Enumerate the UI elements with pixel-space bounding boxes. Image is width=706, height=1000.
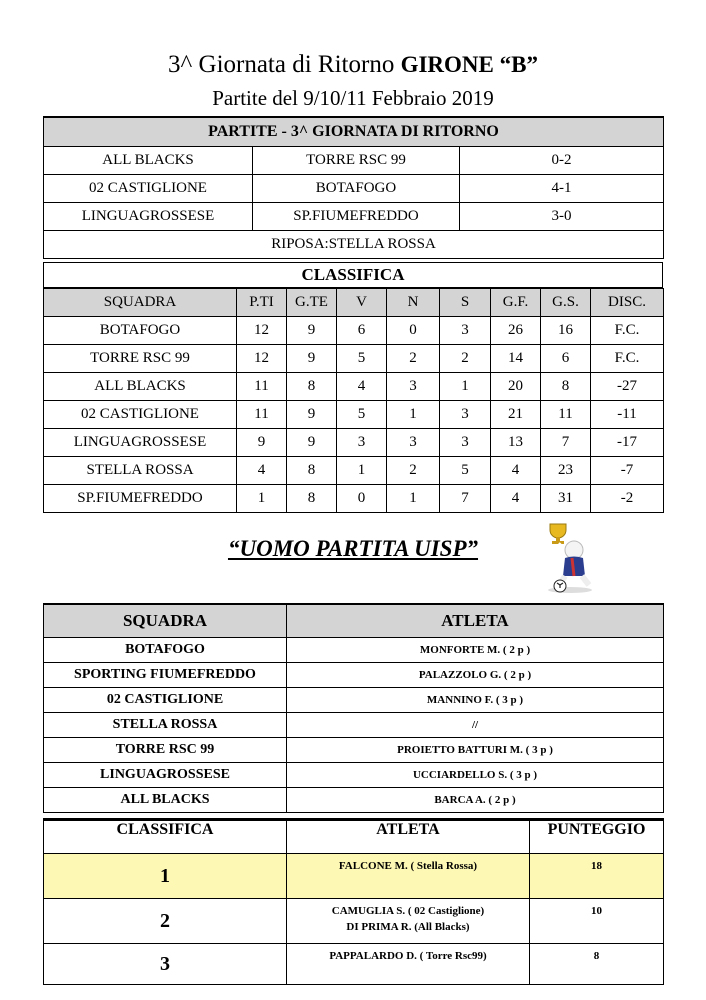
stat-cell: 31	[541, 485, 591, 513]
award-row	[44, 713, 664, 738]
stat-cell: 14	[491, 345, 541, 373]
col-header: ATLETA	[287, 604, 664, 638]
col-header: SQUADRA	[44, 604, 287, 638]
stat-cell: 0	[337, 485, 387, 513]
award-athlete: UCCIARDELLO S. ( 3 p )	[287, 763, 664, 788]
award-athlete: MANNINO F. ( 3 p )	[287, 688, 664, 713]
ranking-row	[44, 854, 664, 899]
stat-cell: 9	[287, 401, 337, 429]
stat-cell: 8	[287, 457, 337, 485]
award-row	[44, 763, 664, 788]
page-subtitle: Partite del 9/10/11 Febbraio 2019	[212, 86, 494, 110]
stat-cell: 2	[440, 345, 491, 373]
award-row	[44, 788, 664, 813]
stat-cell: 8	[287, 485, 337, 513]
stat-cell: 4	[491, 485, 541, 513]
stat-cell: 0	[387, 317, 440, 345]
rest-team: RIPOSA:STELLA ROSSA	[44, 231, 664, 259]
stat-cell: 12	[237, 345, 287, 373]
match-row	[44, 147, 664, 175]
match-home: LINGUAGROSSESE	[44, 203, 253, 231]
award-row	[44, 688, 664, 713]
stat-cell: 1	[237, 485, 287, 513]
stat-cell: 2	[387, 345, 440, 373]
stat-cell: 7	[440, 485, 491, 513]
stat-cell: 2	[387, 457, 440, 485]
award-title: “UOMO PARTITA UISP”	[227, 536, 479, 561]
ranking-row	[44, 944, 664, 985]
standings-row	[44, 457, 664, 485]
stat-cell: -27	[591, 373, 664, 401]
stat-cell: 9	[287, 317, 337, 345]
award-athlete: MONFORTE M. ( 2 p )	[287, 638, 664, 663]
stat-cell: 3	[337, 429, 387, 457]
col-header: CLASSIFICA	[44, 820, 287, 854]
stat-cell: 1	[387, 401, 440, 429]
rank-athlete: CAMUGLIA S. ( 02 Castiglione)	[331, 905, 485, 917]
standings-heading: CLASSIFICA	[43, 262, 663, 288]
stat-cell: 23	[541, 457, 591, 485]
stat-cell: 4	[237, 457, 287, 485]
award-row	[44, 663, 664, 688]
ranking-row	[44, 899, 664, 944]
stat-cell: 9	[287, 429, 337, 457]
award-row	[44, 638, 664, 663]
rank-position: 3	[44, 944, 287, 985]
stat-cell: 11	[237, 373, 287, 401]
rank-athletes	[287, 854, 530, 899]
award-team: STELLA ROSSA	[44, 713, 287, 738]
stat-cell: -7	[591, 457, 664, 485]
stat-cell: F.C.	[591, 345, 664, 373]
rank-athletes	[287, 899, 530, 944]
matches-table	[43, 116, 664, 259]
stat-cell: 3	[387, 373, 440, 401]
matches-heading: PARTITE - 3^ GIORNATA DI RITORNO	[44, 117, 664, 147]
team-name: BOTAFOGO	[44, 317, 237, 345]
stat-cell: 1	[387, 485, 440, 513]
standings-row	[44, 429, 664, 457]
match-away: BOTAFOGO	[253, 175, 460, 203]
award-team: SPORTING FIUMEFREDDO	[44, 663, 287, 688]
award-team: ALL BLACKS	[44, 788, 287, 813]
match-score: 4-1	[460, 175, 664, 203]
match-away: TORRE RSC 99	[253, 147, 460, 175]
col-header: G.S.	[541, 289, 591, 317]
standings-row	[44, 401, 664, 429]
stat-cell: 5	[337, 345, 387, 373]
stat-cell: 6	[541, 345, 591, 373]
match-home: ALL BLACKS	[44, 147, 253, 175]
col-header: V	[337, 289, 387, 317]
standings-row	[44, 373, 664, 401]
page-title	[0, 50, 706, 80]
stat-cell: 3	[440, 317, 491, 345]
rank-points: 10	[530, 899, 664, 944]
award-athlete: PROIETTO BATTURI M. ( 3 p )	[287, 738, 664, 763]
stat-cell: 9	[237, 429, 287, 457]
col-header: DISC.	[591, 289, 664, 317]
stat-cell: 16	[541, 317, 591, 345]
rank-position: 2	[44, 899, 287, 944]
award-header-row	[44, 604, 664, 638]
standings-table	[43, 288, 664, 513]
stat-cell: 6	[337, 317, 387, 345]
rank-points: 8	[530, 944, 664, 985]
stat-cell: 26	[491, 317, 541, 345]
standings-header-row	[44, 289, 664, 317]
stat-cell: 11	[541, 401, 591, 429]
team-name: ALL BLACKS	[44, 373, 237, 401]
award-team: BOTAFOGO	[44, 638, 287, 663]
stat-cell: 1	[337, 457, 387, 485]
stat-cell: F.C.	[591, 317, 664, 345]
team-name: SP.FIUMEFREDDO	[44, 485, 237, 513]
match-score: 0-2	[460, 147, 664, 175]
col-header: N	[387, 289, 440, 317]
rank-athlete: PAPPALARDO D. ( Torre Rsc99)	[329, 950, 487, 962]
stat-cell: 9	[287, 345, 337, 373]
award-team: TORRE RSC 99	[44, 738, 287, 763]
trophy-mascot-icon	[532, 520, 607, 595]
rank-points: 18	[530, 854, 664, 899]
stat-cell: 20	[491, 373, 541, 401]
stat-cell: 1	[440, 373, 491, 401]
stat-cell: 7	[541, 429, 591, 457]
col-header: SQUADRA	[44, 289, 237, 317]
standings-row	[44, 345, 664, 373]
award-table	[43, 603, 664, 813]
award-athlete: PALAZZOLO G. ( 2 p )	[287, 663, 664, 688]
rank-athlete: FALCONE M. ( Stella Rossa)	[338, 860, 478, 872]
team-name: 02 CASTIGLIONE	[44, 401, 237, 429]
match-row	[44, 203, 664, 231]
match-away: SP.FIUMEFREDDO	[253, 203, 460, 231]
award-athlete: //	[287, 713, 664, 738]
stat-cell: -17	[591, 429, 664, 457]
standings-row	[44, 485, 664, 513]
col-header: S	[440, 289, 491, 317]
team-name: LINGUAGROSSESE	[44, 429, 237, 457]
stat-cell: 3	[440, 401, 491, 429]
col-header: G.F.	[491, 289, 541, 317]
award-team: 02 CASTIGLIONE	[44, 688, 287, 713]
rank-athlete: DI PRIMA R. (All Blacks)	[346, 921, 470, 933]
match-row	[44, 175, 664, 203]
award-team: LINGUAGROSSESE	[44, 763, 287, 788]
award-athlete: BARCA A. ( 2 p )	[287, 788, 664, 813]
stat-cell: -11	[591, 401, 664, 429]
stat-cell: 3	[440, 429, 491, 457]
team-name: TORRE RSC 99	[44, 345, 237, 373]
rank-athletes	[287, 944, 530, 985]
match-home: 02 CASTIGLIONE	[44, 175, 253, 203]
stat-cell: 21	[491, 401, 541, 429]
team-name: STELLA ROSSA	[44, 457, 237, 485]
stat-cell: 5	[440, 457, 491, 485]
stat-cell: 8	[541, 373, 591, 401]
stat-cell: 4	[337, 373, 387, 401]
stat-cell: 12	[237, 317, 287, 345]
award-row	[44, 738, 664, 763]
col-header: P.TI	[237, 289, 287, 317]
stat-cell: -2	[591, 485, 664, 513]
ranking-table	[43, 818, 664, 985]
stat-cell: 4	[491, 457, 541, 485]
title-prefix: 3^ Giornata di Ritorno	[168, 51, 395, 78]
stat-cell: 3	[387, 429, 440, 457]
stat-cell: 11	[237, 401, 287, 429]
stat-cell: 8	[287, 373, 337, 401]
stat-cell: 5	[337, 401, 387, 429]
match-score: 3-0	[460, 203, 664, 231]
stat-cell: 13	[491, 429, 541, 457]
standings-row	[44, 317, 664, 345]
ranking-header-row	[44, 820, 664, 854]
rank-position: 1	[44, 854, 287, 899]
col-header: PUNTEGGIO	[530, 820, 664, 854]
col-header: G.TE	[287, 289, 337, 317]
col-header: ATLETA	[287, 820, 530, 854]
title-group: GIRONE “B”	[400, 52, 538, 77]
